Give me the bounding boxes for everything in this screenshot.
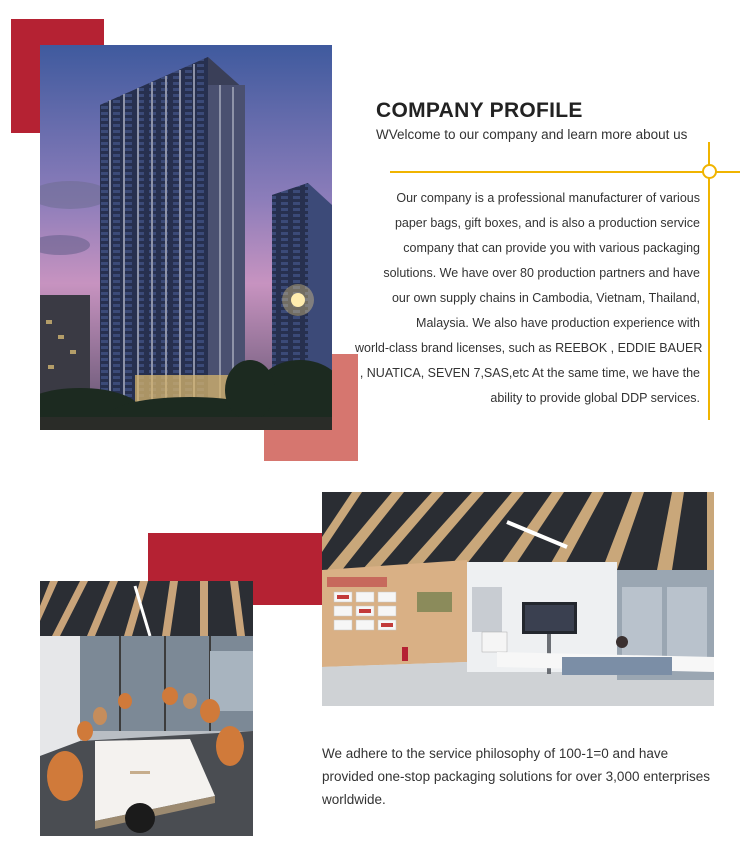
- company-intro-paragraph: [355, 186, 703, 411]
- intro-line: solutions. We have over 80 production partners and have: [383, 266, 700, 280]
- intro-line: world-class brand licenses, such as REEBOK , EDDIE BAUER: [355, 341, 703, 355]
- philosophy-line: provided one-stop packaging solutions for over 3,000 enterprises: [322, 769, 710, 784]
- intro-line: , NUATICA, SEVEN 7,SAS,etc At the same time, we have the: [359, 366, 700, 380]
- philosophy-line: We adhere to the service philosophy of 100-1=0 and have: [322, 746, 669, 761]
- intro-line: our own supply chains in Cambodia, Vietnam, Thailand,: [391, 291, 700, 305]
- philosophy-line: worldwide.: [322, 792, 386, 807]
- intro-line: Malaysia. We also have production experience with: [416, 316, 700, 330]
- office-building-photo: [40, 45, 332, 430]
- meeting-room-photo: [40, 581, 253, 836]
- accent-line-horizontal: [390, 171, 740, 173]
- service-philosophy-paragraph: [322, 742, 722, 811]
- intro-line: ability to provide global DDP services.: [490, 391, 700, 405]
- page-title: COMPANY PROFILE: [376, 99, 583, 122]
- page-subtitle: WVelcome to our company and learn more about us: [376, 127, 688, 142]
- intro-line: paper bags, gift boxes, and is also a production service: [394, 216, 700, 230]
- intro-line: Our company is a professional manufacturer of various: [396, 191, 700, 205]
- intro-line: company that can provide you with various packaging: [403, 241, 700, 255]
- accent-line-vertical: [708, 142, 710, 420]
- accent-circle-icon: [702, 164, 717, 179]
- office-interior-photo: [322, 492, 714, 706]
